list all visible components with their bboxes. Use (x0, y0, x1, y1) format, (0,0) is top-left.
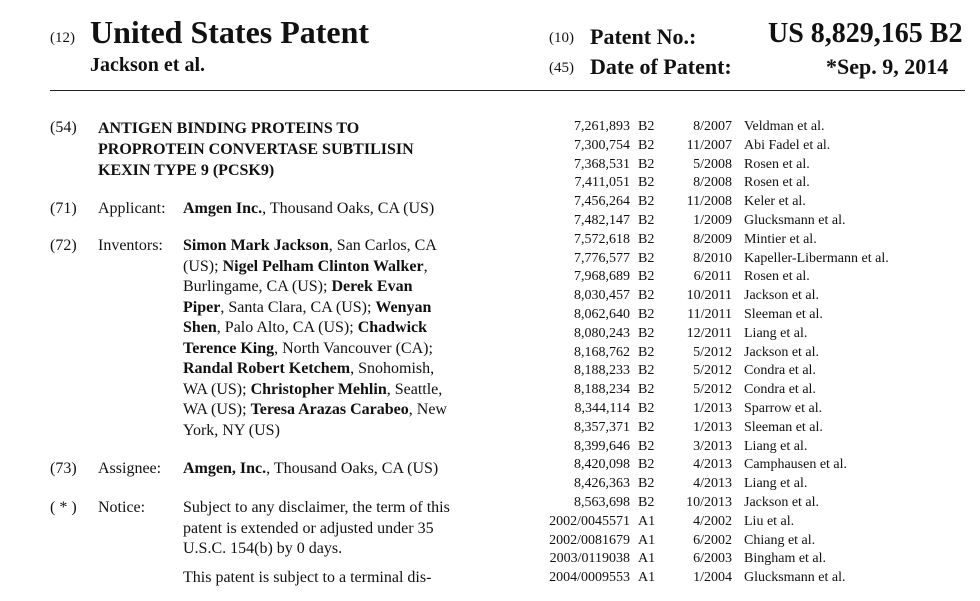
header-divider (50, 90, 965, 91)
citation-date: 8/2008 (693, 175, 732, 191)
inventor-location: , New (408, 401, 447, 418)
inventor-location: Burlingame, CA (US); (183, 278, 332, 295)
inventors-line (183, 298, 447, 319)
inventor-location: , Santa Clara, CA (US); (220, 298, 376, 316)
citation-date: 10/2011 (686, 288, 732, 304)
citation-kind: A1 (638, 513, 656, 529)
inventors-label: Inventors: (98, 237, 163, 254)
citation-kind: B2 (638, 119, 655, 134)
inventor-name: Derek Evan (331, 278, 413, 295)
citation-inventor: Sparrow et al. (744, 400, 823, 416)
citation-kind: B2 (638, 250, 655, 266)
assignee-value (183, 459, 438, 480)
inventors-list (183, 236, 447, 441)
notice-code: ( * ) (50, 499, 77, 516)
citation-date: 4/2013 (693, 476, 732, 492)
inventor-location: WA (US); (183, 401, 251, 418)
citation-date: 11/2007 (686, 137, 732, 153)
notice-line: Subject to any disclaimer, the term of this (183, 499, 450, 516)
citation-inventor: Condra et al. (744, 363, 816, 379)
applicant-name: Amgen Inc. (183, 200, 263, 217)
citation-date: 5/2012 (693, 363, 732, 379)
date-of-patent-label: Date of Patent: (590, 54, 732, 79)
citation-date: 6/2011 (693, 269, 732, 285)
citation-kind: B2 (638, 438, 655, 454)
citation-number: 7,456,264 (574, 194, 630, 210)
citation-number: 8,080,243 (574, 325, 630, 341)
citation-inventor: Camphausen et al. (744, 457, 848, 473)
citation-number: 7,572,618 (574, 231, 630, 247)
citation-inventor: Glucksmann et al. (744, 212, 846, 228)
citation-inventor: Bingham et al. (744, 551, 827, 567)
inventors-short: Jackson et al. (90, 54, 205, 76)
title-code: (54) (50, 119, 77, 136)
kind-code-10: (10) (549, 30, 574, 46)
citation-number: 8,399,646 (574, 438, 630, 454)
citation-number: 8,426,363 (574, 476, 630, 492)
citation-number: 7,261,893 (574, 119, 630, 134)
citation-number: 2002/0045571 (549, 513, 630, 529)
applicant-value (183, 199, 434, 220)
inventor-name: Shen (183, 319, 217, 336)
citation-inventor: Liang et al. (744, 476, 808, 492)
inventors-line (183, 277, 447, 298)
inventors-line (183, 380, 447, 401)
inventor-location: (US); (183, 257, 223, 275)
title-line: ANTIGEN BINDING PROTEINS TO (98, 120, 360, 137)
inventor-location: WA (US); (183, 380, 251, 398)
citation-date: 12/2011 (686, 325, 732, 341)
citation-kind: B2 (638, 344, 655, 360)
inventor-name: Nigel Pelham Clinton Walker (222, 257, 424, 275)
citation-kind: B2 (638, 400, 655, 416)
citation-number: 7,968,689 (574, 269, 630, 285)
citation-inventor: Rosen et al. (744, 156, 810, 172)
citation-inventor: Chiang et al. (744, 532, 816, 548)
inventors-line (183, 318, 447, 339)
citation-kind: B2 (638, 137, 655, 153)
citation-kind: B2 (638, 212, 655, 228)
inventor-name: Wenyan (375, 298, 432, 316)
citation-kind: B2 (638, 269, 655, 285)
inventor-location: , (423, 257, 428, 275)
citation-inventor: Glucksmann et al. (744, 570, 846, 586)
citation-number: 7,776,577 (574, 250, 630, 266)
citation-inventor: Jackson et al. (744, 494, 820, 510)
citation-number: 2002/0081679 (549, 532, 630, 548)
title-line: PROPROTEIN CONVERTASE SUBTILISIN (98, 141, 414, 158)
assignee-location: , Thousand Oaks, CA (US) (266, 460, 439, 477)
citation-number: 8,188,234 (574, 382, 630, 398)
citation-date: 1/2009 (693, 212, 732, 228)
citation-number: 8,344,114 (574, 400, 630, 416)
citation-date: 6/2002 (693, 532, 732, 548)
citation-kind: B2 (638, 363, 655, 379)
citation-kind: B2 (638, 288, 655, 304)
patent-title (98, 118, 414, 181)
citation-number: 8,563,698 (574, 494, 630, 510)
citation-date: 5/2012 (693, 344, 732, 360)
inventors-line (183, 257, 447, 278)
notice-terminal-disclaimer: This patent is subject to a terminal dis- (183, 569, 432, 586)
citation-inventor: Sleeman et al. (744, 306, 823, 322)
title-line: KEXIN TYPE 9 (PCSK9) (98, 162, 275, 179)
citation-inventor: Sleeman et al. (744, 419, 823, 435)
citation-inventor: Rosen et al. (744, 175, 810, 191)
citation-date: 8/2009 (693, 231, 732, 247)
citation-number: 8,168,762 (574, 344, 630, 360)
applicant-code: (71) (50, 200, 77, 217)
citation-inventor: Rosen et al. (744, 269, 810, 285)
citation-inventor: Mintier et al. (744, 231, 817, 247)
citation-kind: B2 (638, 494, 655, 510)
citation-date: 11/2008 (686, 194, 732, 210)
citation-number: 8,188,233 (574, 363, 630, 379)
citation-kind: B2 (638, 306, 655, 322)
citation-kind: A1 (638, 551, 656, 567)
citation-inventor: Abi Fadel et al. (744, 137, 831, 153)
citation-inventor: Jackson et al. (744, 344, 820, 360)
citation-kind: B2 (638, 382, 655, 398)
inventor-name: Teresa Arazas Carabeo (250, 401, 409, 418)
citation-inventor: Veldman et al. (744, 119, 825, 134)
assignee-code: (73) (50, 460, 77, 477)
citation-number: 8,030,457 (574, 288, 630, 304)
patent-number: US 8,829,165 B2 (768, 18, 963, 49)
citation-number: 8,357,371 (574, 419, 630, 435)
patent-type-title: United States Patent (90, 14, 370, 50)
citation-inventor: Jackson et al. (744, 288, 820, 304)
citation-date: 5/2008 (693, 156, 732, 172)
citation-date: 10/2013 (686, 494, 732, 510)
inventors-line (183, 236, 447, 257)
kind-code-45: (45) (549, 60, 574, 76)
inventor-location: York, NY (US) (183, 421, 280, 439)
inventor-location: , Palo Alto, CA (US); (216, 319, 358, 336)
citation-kind: B2 (638, 231, 655, 247)
inventors-line (183, 400, 447, 421)
inventor-location: , Snohomish, (350, 360, 435, 377)
citation-date: 1/2013 (693, 419, 732, 435)
inventor-name: Simon Mark Jackson (183, 237, 329, 254)
notice-label: Notice: (98, 499, 146, 516)
date-of-patent: *Sep. 9, 2014 (826, 54, 949, 79)
citation-kind: B2 (638, 419, 655, 435)
inventor-name: Piper (183, 298, 221, 316)
citation-kind: B2 (638, 156, 655, 172)
inventors-line (183, 421, 447, 442)
inventor-name: Christopher Mehlin (250, 380, 387, 398)
citation-date: 6/2003 (693, 551, 732, 567)
citation-date: 11/2011 (687, 306, 732, 322)
notice-line: U.S.C. 154(b) by 0 days. (183, 540, 343, 557)
citation-number: 7,300,754 (574, 137, 630, 153)
citation-inventor: Keler et al. (744, 194, 806, 210)
applicant-label: Applicant: (98, 200, 166, 217)
citation-date: 5/2012 (693, 382, 732, 398)
inventor-name: Chadwick (357, 319, 428, 336)
citation-number: 8,420,098 (574, 457, 630, 473)
inventor-location: , Seattle, (386, 380, 443, 398)
citation-number: 7,368,531 (574, 156, 630, 172)
citation-date: 1/2004 (693, 570, 732, 586)
citation-kind: A1 (638, 532, 656, 548)
citation-inventor: Kapeller-Libermann et al. (744, 250, 889, 266)
notice-line: patent is extended or adjusted under 35 (183, 519, 434, 537)
kind-code-12: (12) (50, 30, 75, 46)
citation-kind: B2 (638, 457, 655, 473)
citation-kind: B2 (638, 175, 655, 191)
inventor-name: Terence King (183, 339, 275, 357)
inventors-line (183, 339, 447, 360)
inventors-line (183, 359, 447, 380)
citation-date: 4/2013 (693, 457, 732, 473)
inventor-location: , San Carlos, CA (328, 237, 437, 254)
citation-inventor: Liu et al. (744, 513, 795, 529)
inventors-code: (72) (50, 237, 77, 254)
citation-kind: B2 (638, 194, 655, 210)
notice-text (183, 498, 450, 560)
citation-number: 8,062,640 (574, 306, 630, 322)
citation-inventor: Condra et al. (744, 382, 816, 398)
citation-number: 2004/0009553 (549, 570, 630, 586)
citation-date: 3/2013 (693, 438, 732, 454)
citation-date: 1/2013 (693, 400, 732, 416)
citation-date: 8/2010 (693, 250, 732, 266)
patent-no-label: Patent No.: (590, 24, 697, 49)
citation-number: 7,411,051 (574, 175, 630, 191)
citation-number: 7,482,147 (574, 212, 630, 228)
applicant-location: , Thousand Oaks, CA (US) (262, 200, 435, 217)
citation-kind: B2 (638, 325, 655, 341)
citation-date: 4/2002 (693, 513, 732, 529)
assignee-label: Assignee: (98, 460, 162, 477)
citation-inventor: Liang et al. (744, 438, 808, 454)
citation-inventor: Liang et al. (744, 325, 808, 341)
assignee-name: Amgen, Inc. (183, 460, 267, 477)
citation-kind: B2 (638, 476, 655, 492)
inventor-location: , North Vancouver (CA); (274, 339, 433, 357)
citation-kind: A1 (638, 570, 656, 586)
citation-number: 2003/0119038 (549, 551, 630, 567)
citation-date: 8/2007 (693, 119, 732, 134)
inventor-name: Randal Robert Ketchem (183, 360, 351, 377)
